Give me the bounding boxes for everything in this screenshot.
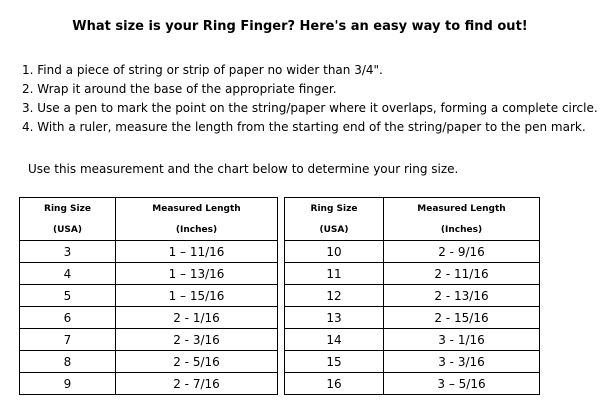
- ring-size-cell: 6: [20, 307, 116, 329]
- header-measured-length: Measured Length: [116, 198, 278, 220]
- ring-size-cell: 9: [20, 373, 116, 395]
- measured-length-cell: 1 – 11/16: [116, 241, 278, 263]
- ring-size-cell: 10: [285, 241, 384, 263]
- table-row: [20, 285, 278, 307]
- instruction-step: 3. Use a pen to mark the point on the string/paper where it overlaps, forming a complete circle.: [22, 101, 598, 115]
- ring-size-table-left: [19, 197, 278, 395]
- header-measured-length: Measured Length: [384, 198, 540, 220]
- header-ring-size-unit: (USA): [20, 219, 116, 241]
- ring-size-cell: 8: [20, 351, 116, 373]
- ring-size-cell: 4: [20, 263, 116, 285]
- measured-length-cell: 2 - 1/16: [116, 307, 278, 329]
- ring-size-cell: 14: [285, 329, 384, 351]
- ring-size-cell: 3: [20, 241, 116, 263]
- ring-size-table-right: [284, 197, 540, 395]
- header-ring-size: Ring Size: [20, 198, 116, 220]
- header-ring-size-unit: (USA): [285, 219, 384, 241]
- measured-length-cell: 3 – 5/16: [384, 373, 540, 395]
- header-measured-length-unit: (Inches): [384, 219, 540, 241]
- ring-size-cell: 13: [285, 307, 384, 329]
- table-row: [285, 307, 540, 329]
- measured-length-cell: 1 – 15/16: [116, 285, 278, 307]
- instruction-step: 4. With a ruler, measure the length from the starting end of the string/paper to the pen mark.: [22, 120, 586, 134]
- table-row: [285, 241, 540, 263]
- table-row: [20, 263, 278, 285]
- instruction-step: 2. Wrap it around the base of the appropriate finger.: [22, 82, 337, 96]
- table-row: [285, 263, 540, 285]
- ring-size-cell: 7: [20, 329, 116, 351]
- table-row: [20, 351, 278, 373]
- ring-size-cell: 12: [285, 285, 384, 307]
- ring-size-cell: 5: [20, 285, 116, 307]
- table-row: [20, 307, 278, 329]
- ring-size-cell: 16: [285, 373, 384, 395]
- measured-length-cell: 3 - 1/16: [384, 329, 540, 351]
- instructions-list: [22, 61, 598, 137]
- measured-length-cell: 2 - 7/16: [116, 373, 278, 395]
- table-row: [20, 329, 278, 351]
- page-title: What size is your Ring Finger? Here's an easy way to find out!: [72, 19, 528, 34]
- table-row: [285, 351, 540, 373]
- measured-length-cell: 2 - 13/16: [384, 285, 540, 307]
- measured-length-cell: 2 - 11/16: [384, 263, 540, 285]
- header-ring-size: Ring Size: [285, 198, 384, 220]
- ring-size-cell: 15: [285, 351, 384, 373]
- chart-intro: Use this measurement and the chart below to determine your ring size.: [28, 162, 459, 176]
- instruction-step: 1. Find a piece of string or strip of paper no wider than 3/4".: [22, 63, 383, 77]
- measured-length-cell: 3 - 3/16: [384, 351, 540, 373]
- measured-length-cell: 2 - 5/16: [116, 351, 278, 373]
- table-row: [20, 373, 278, 395]
- table-row: [285, 285, 540, 307]
- header-measured-length-unit: (Inches): [116, 219, 278, 241]
- table-row: [285, 329, 540, 351]
- measured-length-cell: 1 – 13/16: [116, 263, 278, 285]
- table-row: [285, 373, 540, 395]
- measured-length-cell: 2 - 9/16: [384, 241, 540, 263]
- table-row: [20, 241, 278, 263]
- ring-size-cell: 11: [285, 263, 384, 285]
- measured-length-cell: 2 - 15/16: [384, 307, 540, 329]
- measured-length-cell: 2 - 3/16: [116, 329, 278, 351]
